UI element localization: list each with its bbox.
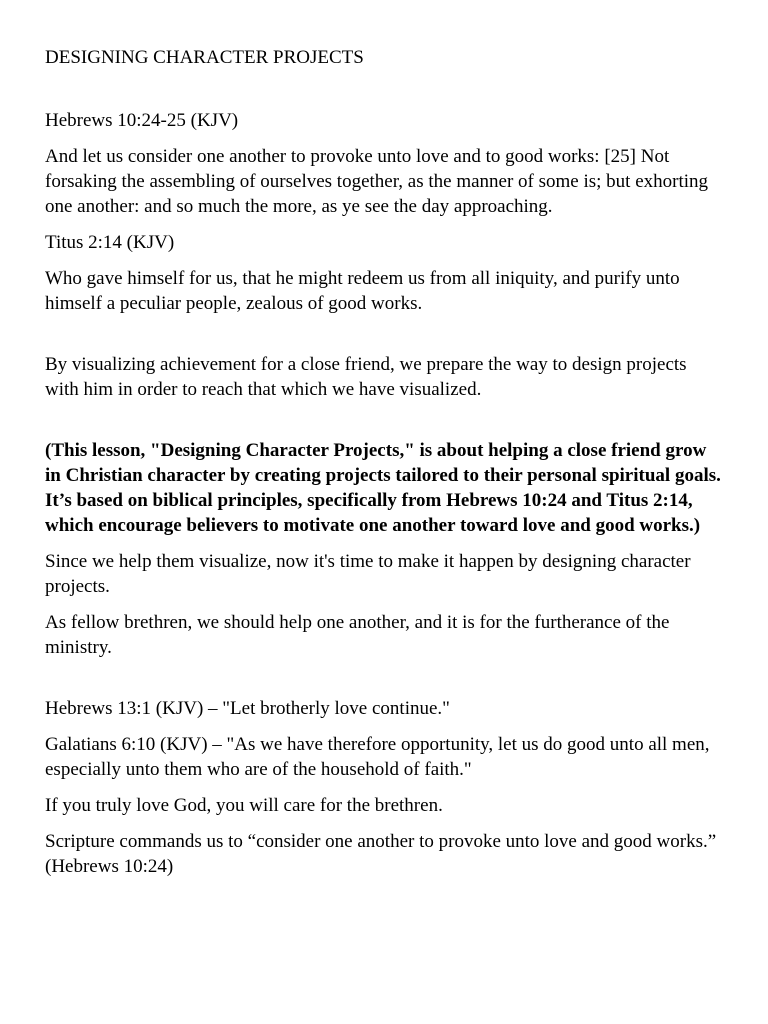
body-paragraph: By visualizing achievement for a close friend, we prepare the way to design projects with him in order to reach that which we have visualized.: [45, 354, 687, 400]
body-paragraph: As fellow brethren, we should help one another, and it is for the furtherance of the ministry.: [45, 612, 670, 658]
body-paragraph: Since we help them visualize, now it's time to make it happen by designing character projects.: [45, 551, 691, 597]
scripture-quote: Hebrews 13:1 (KJV) – "Let brotherly love continue.": [45, 698, 450, 719]
scripture-reference: Titus 2:14 (KJV): [45, 232, 175, 253]
scripture-reference: Hebrews 10:24-25 (KJV): [45, 110, 239, 131]
scripture-quote: Galatians 6:10 (KJV) – "As we have therefore opportunity, let us do good unto all men, especially unto them who are of the household of faith.": [45, 734, 710, 780]
document-page: [45, 45, 725, 890]
body-paragraph: If you truly love God, you will care for the brethren.: [45, 795, 443, 816]
lesson-summary: (This lesson, "Designing Character Projects," is about helping a close friend grow in Christian character by creating projects tailored to their personal spiritual goals. It’s based on biblical principles, specifically from Hebrews 10:24 and Titus 2:14, which encourage believers to motivate one another toward love and good works.): [45, 440, 721, 536]
body-paragraph: Scripture commands us to “consider one another to provoke unto love and good works.” (Hebrews 10:24): [45, 831, 717, 877]
scripture-text: Who gave himself for us, that he might redeem us from all iniquity, and purify unto himself a peculiar people, zealous of good works.: [45, 268, 680, 314]
scripture-text: And let us consider one another to provoke unto love and to good works: [25] Not forsaking the assembling of ourselves together, as the manner of some is; but exhorting one another: and so much the more, as ye see the day approaching.: [45, 146, 709, 217]
document-title: DESIGNING CHARACTER PROJECTS: [45, 47, 364, 68]
